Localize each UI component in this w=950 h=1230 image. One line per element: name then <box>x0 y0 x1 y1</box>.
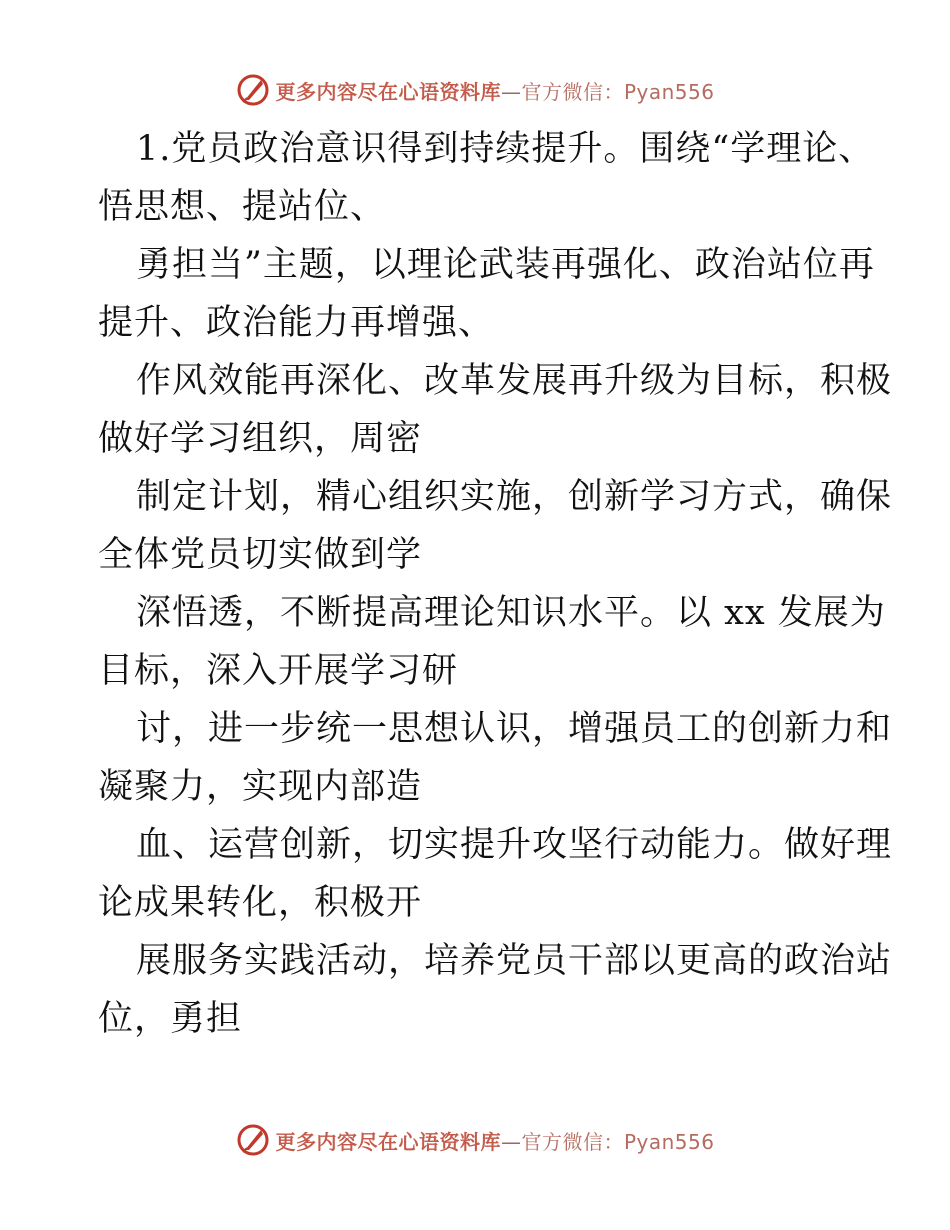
watermark-wechat: 官方微信：Pyan556 <box>521 1129 715 1154</box>
text-line: 论成果转化，积极开 <box>98 883 423 923</box>
text-line: 提升、政治能力再增强、 <box>98 303 495 343</box>
text-line: 深悟透，不断提高理论知识水平。以 xx 发展为 <box>136 593 886 633</box>
text-line: 作风效能再深化、改革发展再升级为目标，积极 <box>136 361 893 401</box>
footer-watermark <box>0 1118 950 1162</box>
text-line: 血、运营创新，切实提升攻坚行动能力。做好理 <box>136 825 893 865</box>
text-line: 悟思想、提站位、 <box>98 187 387 227</box>
watermark-text <box>275 76 714 105</box>
watermark-site: 更多内容尽在心语资料库 <box>275 79 501 104</box>
text-line: 讨，进一步统一思想认识，增强员工的创新力和 <box>136 709 893 749</box>
watermark-site: 更多内容尽在心语资料库 <box>275 1129 501 1154</box>
watermark-separator: — <box>500 79 522 104</box>
watermark-text <box>275 1126 714 1155</box>
quill-logo-icon <box>235 72 271 108</box>
text-line: 目标，深入开展学习研 <box>98 651 459 691</box>
watermark-separator: — <box>500 1129 522 1154</box>
text-line: 位，勇担 <box>98 999 243 1039</box>
header-watermark <box>0 68 950 112</box>
quill-logo-icon <box>235 1122 271 1158</box>
text-line: 全体党员切实做到学 <box>98 535 423 575</box>
text-line: 做好学习组织，周密 <box>98 419 423 459</box>
text-line: 制定计划，精心组织实施，创新学习方式，确保 <box>136 477 893 517</box>
text-line: 勇担当”主题，以理论武装再强化、政治站位再 <box>136 245 875 285</box>
text-line: 展服务实践活动，培养党员干部以更高的政治站 <box>136 941 893 981</box>
text-line: 凝聚力，实现内部造 <box>98 767 423 807</box>
document-body <box>98 120 893 1048</box>
text-line: 1.党员政治意识得到持续提升。围绕“学理论、 <box>136 129 875 169</box>
watermark-wechat: 官方微信：Pyan556 <box>521 79 715 104</box>
